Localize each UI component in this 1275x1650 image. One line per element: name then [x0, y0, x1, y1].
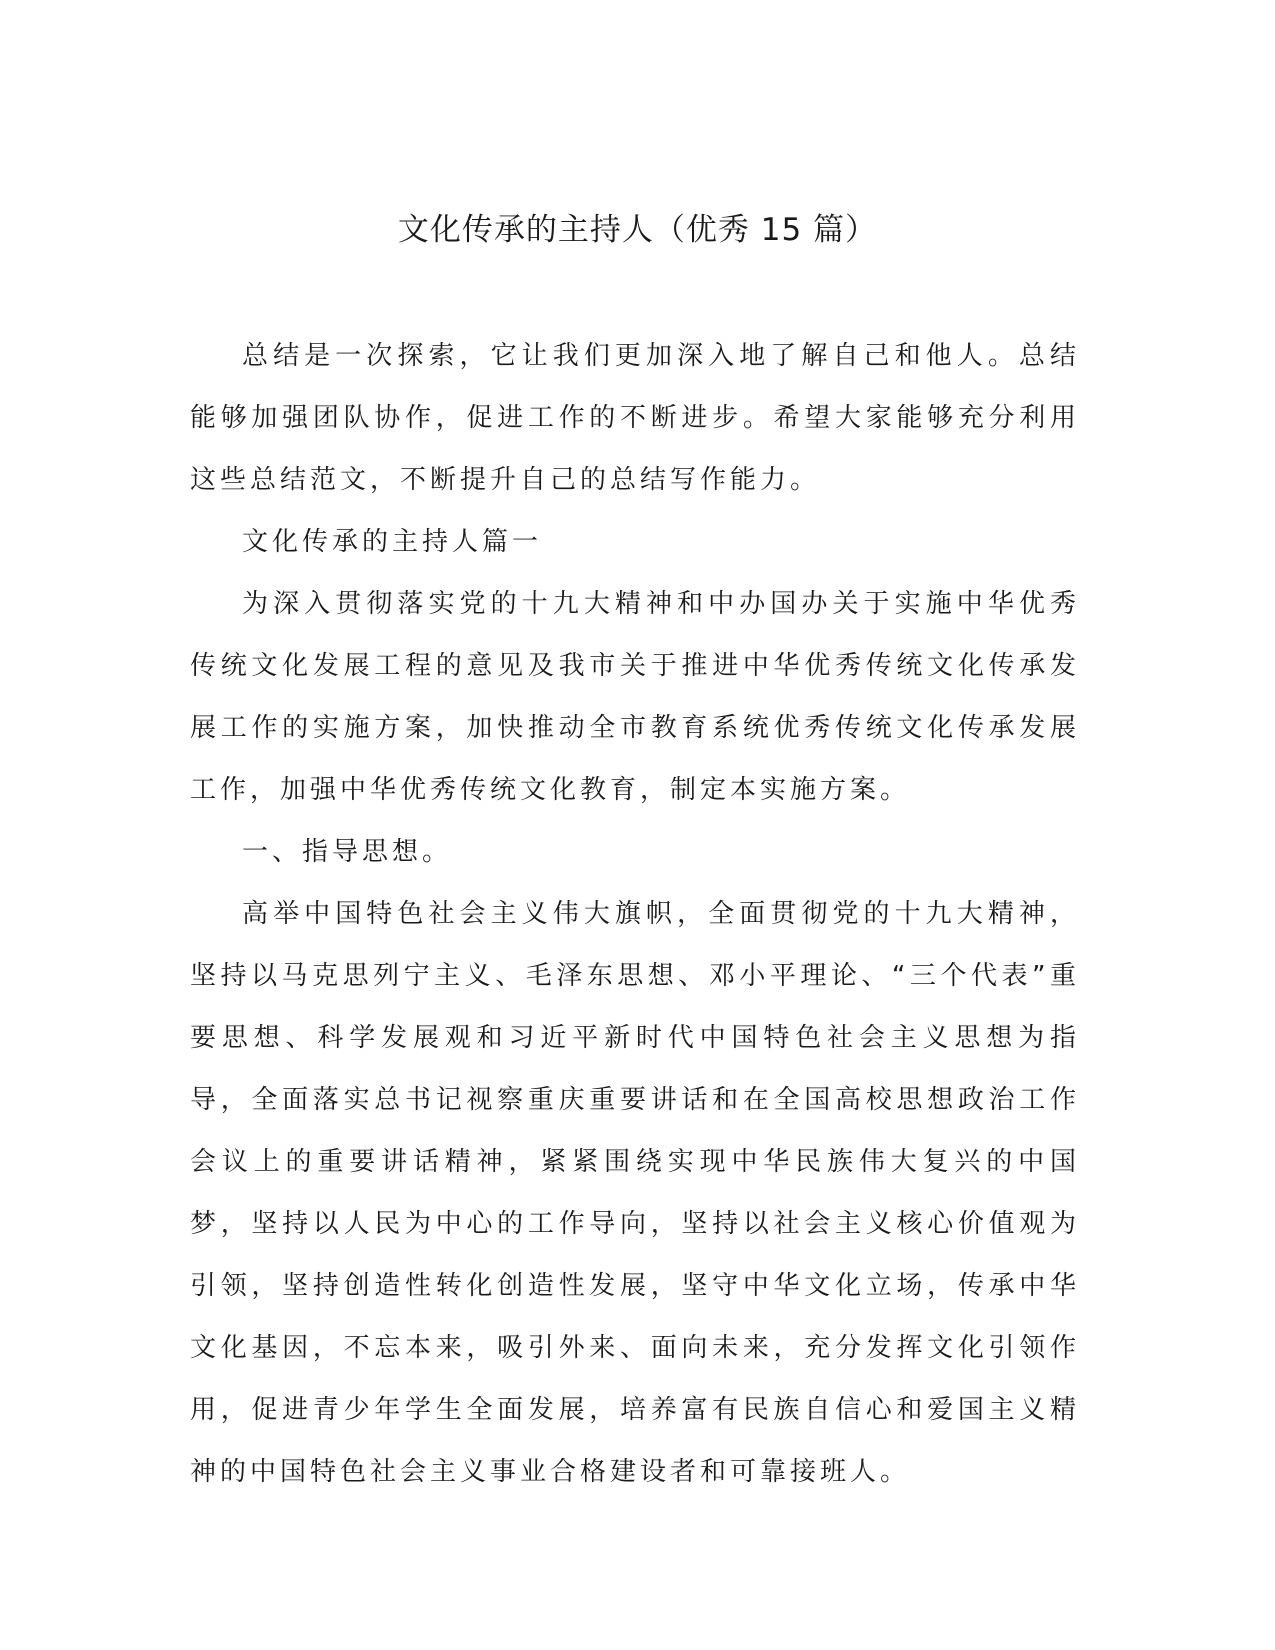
section-heading-guiding-ideology: 一、指导思想。 — [242, 837, 453, 867]
section-heading-part-one: 文化传承的主持人篇一 — [242, 527, 543, 557]
document-body — [190, 325, 1080, 1503]
purpose-paragraph: 为深入贯彻落实党的十九大精神和中办国办关于实施中华优秀传统文化发展工程的意见及我市关于推进中华优秀传统文化传承发展工作的实施方案，加快推动全市教育系统优秀传统文化传承发展工作，加强中华优秀传统文化教育，制定本实施方案。 — [190, 589, 1080, 805]
guiding-ideology-paragraph: 高举中国特色社会主义伟大旗帜，全面贯彻党的十九大精神，坚持以马克思列宁主义、毛泽东思想、邓小平理论、“三个代表”重要思想、科学发展观和习近平新时代中国特色社会主义思想为指导，全面落实总书记视察重庆重要讲话和在全国高校思想政治工作会议上的重要讲话精神，紧紧围绕实现中华民族伟大复兴的中国梦，坚持以人民为中心的工作导向，坚持以社会主义核心价值观为引领，坚持创造性转化创造性发展，坚守中华文化立场，传承中华文化基因，不忘本来，吸引外来、面向未来，充分发挥文化引领作用，促进青少年学生全面发展，培养富有民族自信心和爱国主义精神的中国特色社会主义事业合格建设者和可靠接班人。 — [190, 899, 1080, 1487]
intro-paragraph: 总结是一次探索，它让我们更加深入地了解自己和他人。总结能够加强团队协作，促进工作的不断进步。希望大家能够充分利用这些总结范文，不断提升自己的总结写作能力。 — [190, 341, 1080, 495]
document-title: 文化传承的主持人（优秀 15 篇） — [397, 212, 878, 248]
